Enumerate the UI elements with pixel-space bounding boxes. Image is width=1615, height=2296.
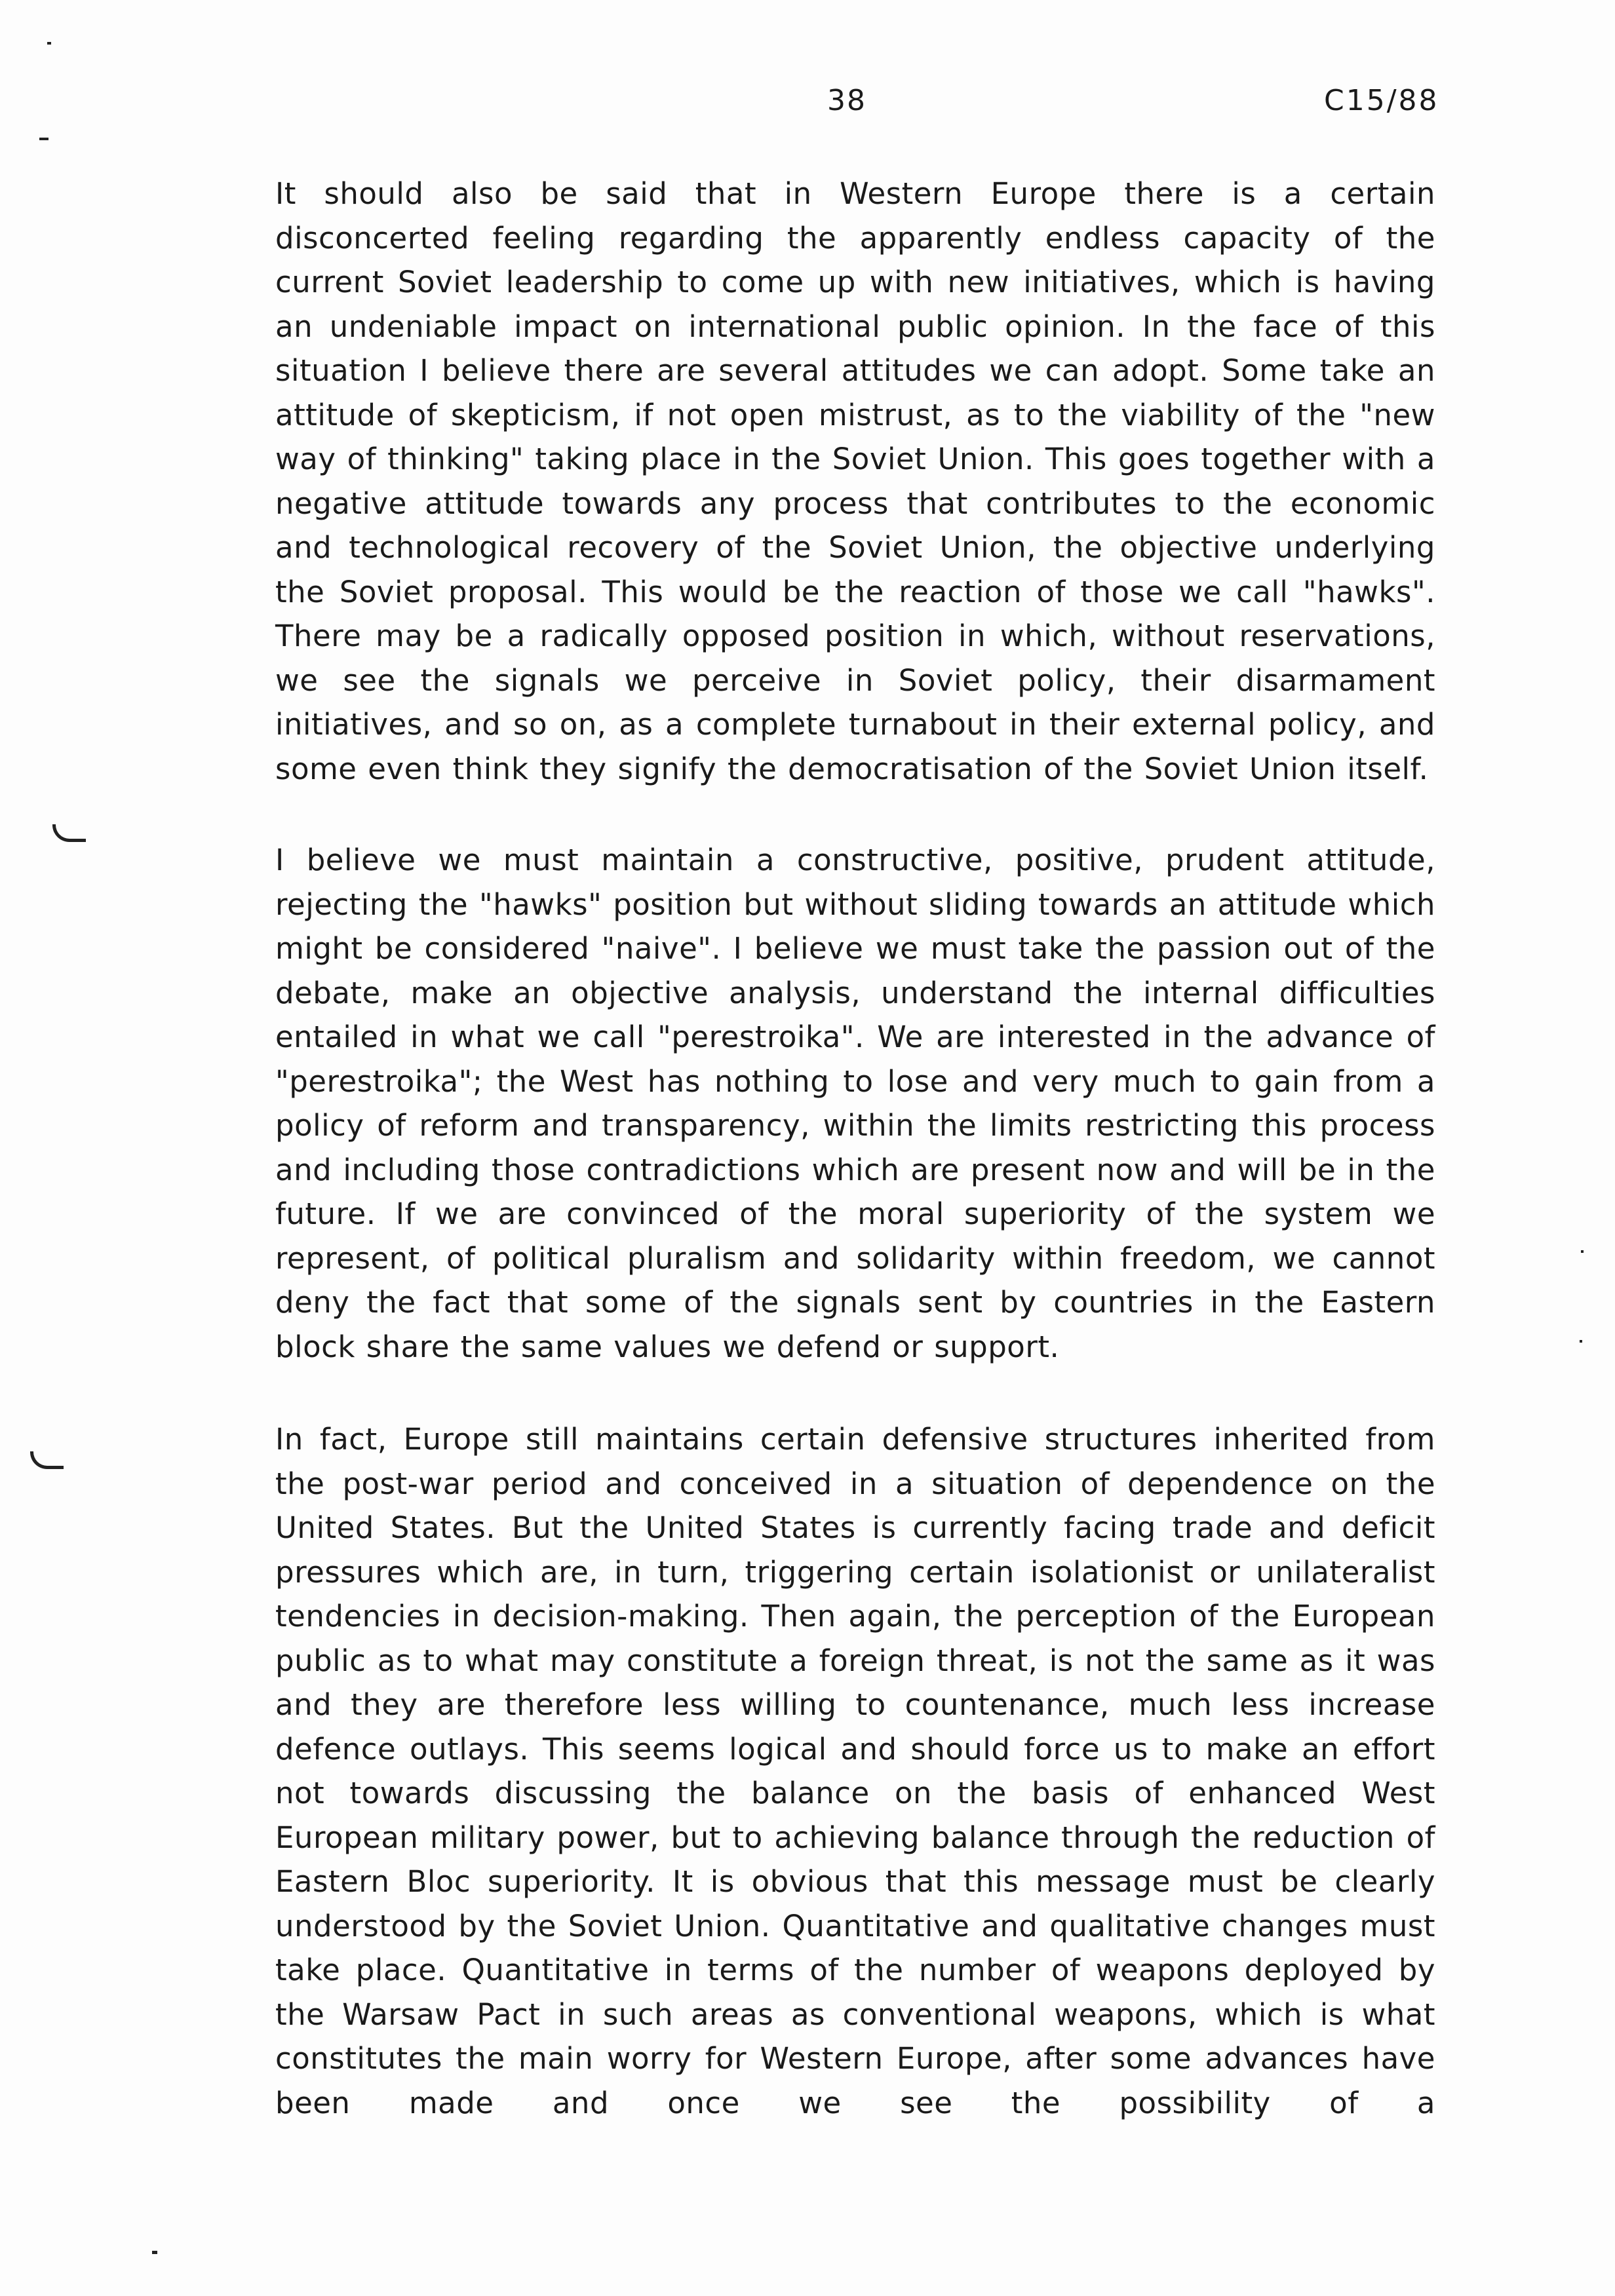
scan-hook-mark	[30, 1451, 64, 1469]
scan-hook-mark	[52, 824, 86, 842]
scan-speck	[1581, 1250, 1584, 1253]
paragraph-1: It should also be said that in Western Europe there is a certain disconcerted feeling regarding the apparently endless capacity of the current Soviet leadership to come up with new initiatives, which is having an undeniable impact on international public opinion. In the face of this situation I believe there are several attitudes we can adopt. Some take an attitude of skepticism, if not open mistrust, as to the viability of the "new way of thinking" taking place in the Soviet Union. This goes together with a negative attitude towards any process that contributes to the economic and technological recovery of the Soviet Union, the objective underlying the Soviet proposal. This would be the reaction of those we call "hawks". There may be a radically opposed position in which, without reservations, we see the signals we perceive in Soviet policy, their disarmament initiatives, and so on, as a complete turnabout in their external policy, and some even think they signify the democratisation of the Soviet Union itself.	[275, 176, 1435, 786]
scan-speck	[47, 42, 51, 45]
scan-dash-mark	[39, 138, 49, 140]
paragraph-3: In fact, Europe still maintains certain defensive structures inherited from the post-war period and conceived in a situation of dependence on the United States. But the United States is currently facing trade and deficit pressures which are, in turn, triggering certain isolationist or unilateralist tendencies in decision-making. Then again, the perception of the European public as to what may constitute a foreign threat, is not the same as it was and they are therefore less willing to countenance, much less increase defence outlays. This seems logical and should force us to make an effort not towards discussing the balance on the basis of enhanced West European military power, but to achieving balance through the reduction of Eastern Bloc superiority. It is obvious that this message must be clearly understood by the Soviet Union. Quantitative and qualitative changes must take place. Quantitative in terms of the number of weapons deployed by the Warsaw Pact in such areas as conventional weapons, which is what constitutes the main worry for Western Europe, after some advances have been made and once we see the possibility of a	[275, 1422, 1435, 2120]
document-reference: C15/88	[1324, 84, 1439, 117]
scan-speck	[1580, 1340, 1582, 1343]
scan-speck	[152, 2251, 157, 2254]
page-number: 38	[827, 84, 866, 117]
body-text	[275, 172, 1435, 2171]
paragraph-2: I believe we must maintain a constructive, positive, prudent attitude, rejecting the "hawks" position but without sliding towards an attitude which might be considered "naive". I believe we must take the passion out of the debate, make an objective analysis, understand the internal difficulties entailed in what we call "perestroika". We are interested in the advance of "perestroika"; the West has nothing to lose and very much to gain from a policy of reform and transparency, within the limits restricting this process and including those contradictions which are present now and will be in the future. If we are convinced of the moral superiority of the system we represent, of political pluralism and solidarity within freedom, we cannot deny the fact that some of the signals sent by countries in the Eastern block share the same values we defend or support.	[275, 843, 1435, 1364]
